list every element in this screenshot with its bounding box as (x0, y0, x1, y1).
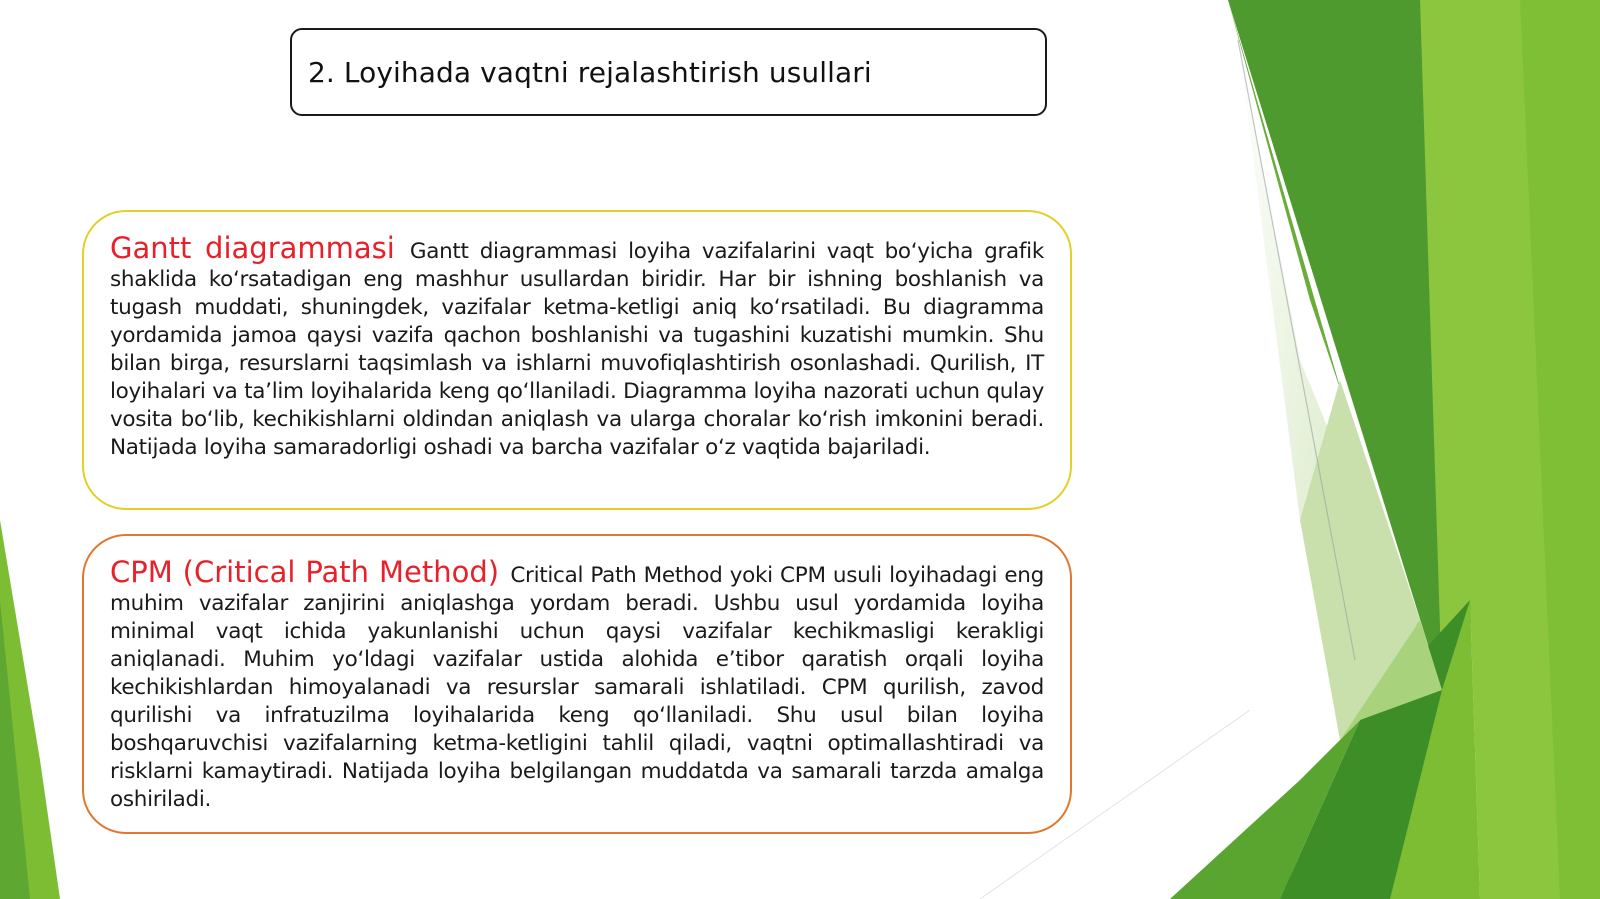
cpm-body: Critical Path Method yoki CPM usuli loyihadagi eng muhim vazifalar zanjirini aniqlashga yordam beradi. Ushbu usul yordamida loyiha minimal vaqt ichida yakunlanishi uchun qaysi vazifalar kechikmasligi kerakligi aniqlanadi. Muhim yo‘ldagi vazifalar ustida alohida e’tibor qaratish orqali loyiha kechikishlardan himoyalanadi va resurslar samarali ishlatiladi. CPM qurilish, zavod qurilishi va infratuzilma loyihalarida keng qo‘llaniladi. Shu usul bilan loyiha boshqaruvchisi vazifalarning ketma-ketligini tahlil qiladi, vaqtni optimallashtiradi va risklarni kamaytiradi. Natijada loyiha belgilangan muddatda va samarali tarzda amalga oshiriladi. (110, 563, 1044, 812)
gantt-body: Gantt diagrammasi loyiha vazifalarini vaqt bo‘yicha grafik shaklida ko‘rsatadigan eng mashhur usullardan biridir. Har bir ishning boshlanish va tugash muddati, shuningdek, vazifalar ketma-ketligi aniq ko‘rsatiladi. Bu diagramma yordamida jamoa qaysi vazifa qachon boshlanishi va tugashini kuzatishi mumkin. Shu bilan birga, resurslarni taqsimlash va ishlarni muvofiqlashtirish osonlashadi. Qurilish, IT loyihalari va ta’lim loyihalarida keng qo‘llaniladi. Diagramma loyiha nazorati uchun qulay vosita bo‘lib, kechikishlarni oldindan aniqlash va ularga choralar ko‘rish imkonini beradi. Natijada loyiha samaradorligi oshadi va barcha vazifalar o‘z vaqtida bajariladi. (110, 239, 1044, 460)
cpm-heading: CPM (Critical Path Method) (110, 555, 500, 589)
slide-title: 2. Loyihada vaqtni rejalashtirish usullari (308, 55, 872, 89)
gantt-heading: Gantt diagrammasi (110, 231, 395, 265)
gantt-section-card (82, 210, 1072, 510)
title-box (290, 28, 1047, 116)
cpm-section-text (110, 555, 1044, 814)
cpm-section-card (82, 534, 1072, 834)
gantt-section-text (110, 231, 1044, 462)
